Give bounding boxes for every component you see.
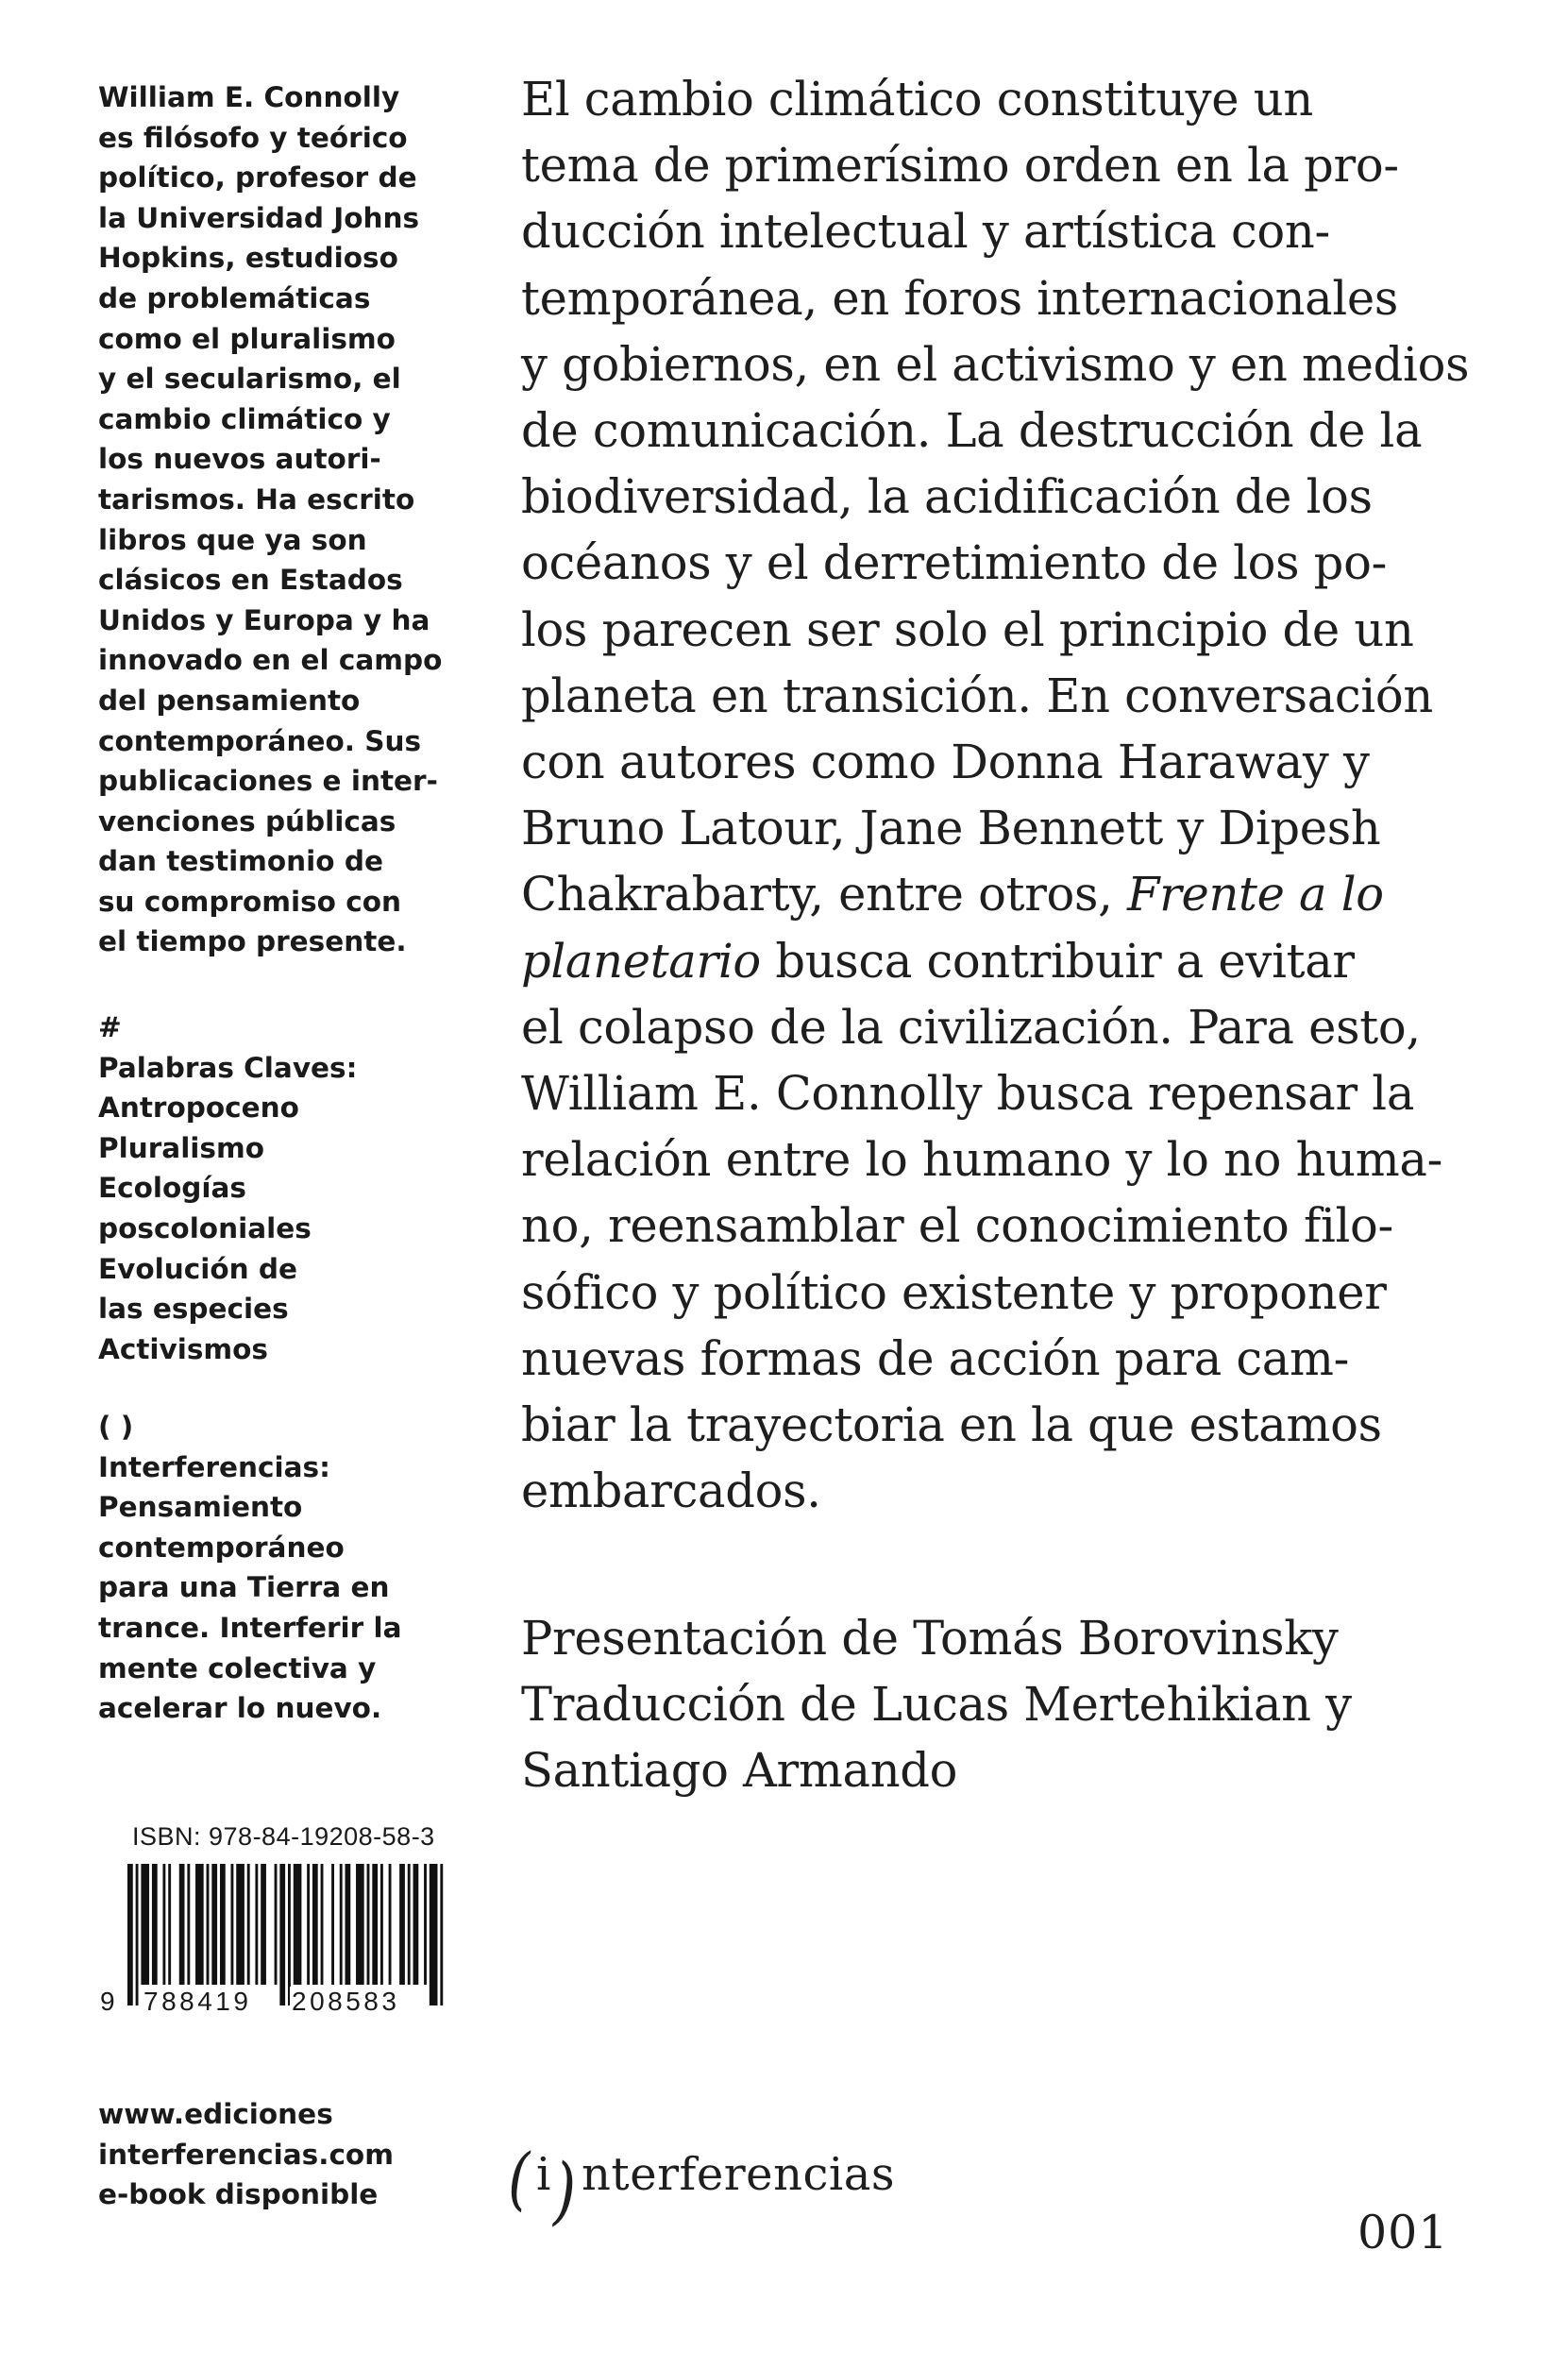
barcode bbox=[127, 1864, 448, 2005]
synopsis-line bbox=[521, 861, 1465, 927]
credit-line: Santiago Armando bbox=[521, 1743, 958, 1799]
synopsis-line: de comunicación. La destrucción de la bbox=[521, 403, 1423, 459]
barcode-bar bbox=[367, 1864, 370, 1985]
bio-line: el tiempo presente. bbox=[98, 925, 407, 958]
book-title-part-1: Frente a lo bbox=[1127, 867, 1384, 922]
barcode-bar bbox=[430, 1864, 438, 2005]
barcode-bar bbox=[195, 1864, 204, 1985]
synopsis-line: tema de primerísimo orden en la pro- bbox=[521, 138, 1399, 194]
hash-mark: # bbox=[98, 1011, 122, 1043]
series-line: contemporáneo bbox=[98, 1531, 345, 1564]
synopsis-line: el colapso de la civilización. Para esto, bbox=[521, 999, 1421, 1055]
bio-line: Unidos y Europa y ha bbox=[98, 603, 430, 636]
publisher-logo bbox=[508, 2140, 980, 2234]
barcode-bar bbox=[141, 1864, 149, 1985]
barcode-bar bbox=[207, 1864, 210, 1985]
barcode-bar bbox=[168, 1864, 171, 1985]
synopsis-line: océanos y el derretimiento de los po- bbox=[521, 535, 1388, 591]
barcode-bar bbox=[424, 1864, 427, 1985]
synopsis-line: con autores como Donna Haraway y bbox=[521, 735, 1370, 790]
synopsis bbox=[521, 66, 1470, 1524]
synopsis-line: biar la trayectoria en la que estamos bbox=[521, 1397, 1382, 1453]
bio-line: los nuevos autori- bbox=[98, 443, 381, 476]
synopsis-line: planeta en transición. En conversación bbox=[521, 668, 1433, 723]
website-line: interferencias.com bbox=[98, 2138, 394, 2171]
isbn-label: ISBN: 978-84-19208-58-3 bbox=[132, 1822, 435, 1851]
credits bbox=[521, 1605, 1465, 1804]
bio-line: político, profesor de bbox=[98, 161, 417, 195]
logo-wordmark: nterferencias bbox=[582, 2148, 895, 2201]
barcode-bar bbox=[356, 1864, 364, 1985]
barcode-bar bbox=[162, 1864, 165, 1985]
barcode-bar bbox=[261, 1864, 266, 1985]
bio-line: libros que ya son bbox=[98, 523, 367, 556]
barcode-bar bbox=[275, 1864, 278, 1985]
bio-line: y el secularismo, el bbox=[98, 363, 401, 396]
keyword-line: Evolución de bbox=[98, 1252, 298, 1285]
barcode-digit-first: 9 bbox=[100, 1987, 119, 2016]
keyword-line: Antropoceno bbox=[98, 1091, 299, 1125]
barcode-bar bbox=[312, 1864, 318, 1985]
keyword-line: Pluralismo bbox=[98, 1131, 264, 1164]
synopsis-line bbox=[521, 928, 1465, 994]
bio-line: clásicos en Estados bbox=[98, 564, 403, 597]
bio-line: cambio climático y bbox=[98, 402, 391, 435]
synopsis-line: los parecen ser solo el principio de un bbox=[521, 601, 1414, 657]
bio-line: venciones públicas bbox=[98, 804, 396, 838]
barcode-digits bbox=[100, 1987, 459, 2024]
bio-line: contemporáneo. Sus bbox=[98, 724, 422, 757]
barcode-bar bbox=[399, 1864, 405, 1985]
barcode-bar bbox=[389, 1864, 392, 1985]
keyword-line: las especies bbox=[98, 1293, 289, 1326]
bio-line: de problemáticas bbox=[98, 281, 371, 314]
series-section bbox=[98, 1407, 476, 1729]
barcode-bar bbox=[380, 1864, 383, 1985]
barcode-bar bbox=[220, 1864, 226, 1985]
series-line: acelerar lo nuevo. bbox=[98, 1692, 382, 1725]
barcode-bar bbox=[179, 1864, 185, 1985]
keywords-section bbox=[98, 1007, 476, 1369]
series-line: trance. Interferir la bbox=[98, 1611, 402, 1644]
website-line: e-book disponible bbox=[98, 2178, 379, 2211]
credit-line: Presentación de Tomás Borovinsky bbox=[521, 1611, 1339, 1666]
synopsis-line: relación entre lo humano y lo no huma- bbox=[521, 1132, 1443, 1188]
synopsis-text: Chakrabarty, entre otros, bbox=[521, 867, 1128, 922]
synopsis-line: Bruno Latour, Jane Bennett y Dipesh bbox=[521, 801, 1381, 856]
barcode-bar bbox=[247, 1864, 250, 1985]
parentheses-mark: ( ) bbox=[98, 1411, 134, 1443]
series-line: Interferencias: bbox=[98, 1450, 330, 1483]
barcode-bar bbox=[187, 1864, 190, 1985]
barcode-bar bbox=[331, 1864, 334, 1985]
barcode-bar bbox=[346, 1864, 351, 1985]
bio-line: Hopkins, estudioso bbox=[98, 242, 398, 275]
synopsis-line: sófico y político existente y proponer bbox=[521, 1264, 1387, 1320]
barcode-bar bbox=[288, 1864, 291, 2005]
bio-line: William E. Connolly bbox=[98, 81, 400, 113]
barcode-bar bbox=[321, 1864, 324, 1985]
synopsis-line: nuevas formas de acción para cam- bbox=[521, 1330, 1350, 1386]
barcode-bar bbox=[413, 1864, 419, 1985]
bio-line: del pensamiento bbox=[98, 684, 361, 717]
bio-line: tarismos. Ha escrito bbox=[98, 482, 415, 516]
website-line: www.ediciones bbox=[98, 2098, 333, 2130]
barcode-digits-right: 208583 bbox=[292, 1987, 400, 2016]
barcode-bar bbox=[294, 1864, 302, 1985]
bio-line: es filósofo y teórico bbox=[98, 121, 408, 154]
synopsis-line: temporánea, en foros internacionales bbox=[521, 270, 1398, 326]
barcode-bar bbox=[408, 1864, 411, 1985]
synopsis-line: William E. Connolly busca repensar la bbox=[521, 1066, 1415, 1122]
barcode-digits-left: 788419 bbox=[143, 1987, 252, 2016]
barcode-bar bbox=[230, 1864, 233, 1985]
synopsis-line: embarcados. bbox=[521, 1464, 821, 1519]
barcode-bar bbox=[340, 1864, 343, 1985]
author-bio bbox=[98, 77, 476, 962]
synopsis-line: no, reensamblar el conocimiento filo- bbox=[521, 1198, 1393, 1254]
barcode-bar bbox=[255, 1864, 258, 1985]
barcode-bar bbox=[372, 1864, 378, 1985]
logo-paren-right: ) bbox=[553, 2146, 577, 2234]
website bbox=[98, 2094, 394, 2215]
barcode-bar bbox=[440, 1864, 443, 2005]
series-line: Pensamiento bbox=[98, 1491, 303, 1524]
synopsis-line: y gobiernos, en el activismo y en medios bbox=[521, 336, 1470, 392]
bio-line: publicaciones e inter- bbox=[98, 765, 438, 798]
bio-line: dan testimonio de bbox=[98, 845, 383, 878]
series-line: para una Tierra en bbox=[98, 1571, 390, 1604]
logo-letter: i bbox=[536, 2148, 551, 2201]
barcode-bar bbox=[136, 1864, 139, 2005]
keyword-line: poscoloniales bbox=[98, 1211, 312, 1244]
bio-line: su compromiso con bbox=[98, 885, 401, 918]
collection-number: 001 bbox=[1357, 2206, 1449, 2259]
keyword-line: Palabras Claves: bbox=[98, 1051, 358, 1084]
synopsis-line: El cambio climático constituye un bbox=[521, 72, 1313, 127]
bio-line: la Universidad Johns bbox=[98, 201, 420, 234]
series-line: mente colectiva y bbox=[98, 1651, 377, 1684]
logo-paren-left: ( bbox=[508, 2140, 531, 2219]
bio-line: innovado en el campo bbox=[98, 644, 443, 677]
synopsis-text: busca contribuir a evitar bbox=[760, 933, 1355, 989]
book-title-part-2: planetario bbox=[521, 933, 761, 989]
keyword-line: Activismos bbox=[98, 1332, 268, 1365]
barcode-bar bbox=[152, 1864, 158, 1985]
barcode-bar bbox=[307, 1864, 310, 1985]
credit-line: Traducción de Lucas Mertehikian y bbox=[521, 1677, 1352, 1733]
bio-line: como el pluralismo bbox=[98, 322, 396, 355]
barcode-bar bbox=[279, 1864, 285, 2005]
keyword-line: Ecologías bbox=[98, 1172, 246, 1205]
barcode-bar bbox=[127, 1864, 133, 2005]
barcode-bar bbox=[236, 1864, 244, 1985]
synopsis-line: ducción intelectual y artística con- bbox=[521, 204, 1330, 260]
synopsis-line: biodiversidad, la acidificación de los bbox=[521, 469, 1373, 525]
barcode-bar bbox=[211, 1864, 217, 1985]
